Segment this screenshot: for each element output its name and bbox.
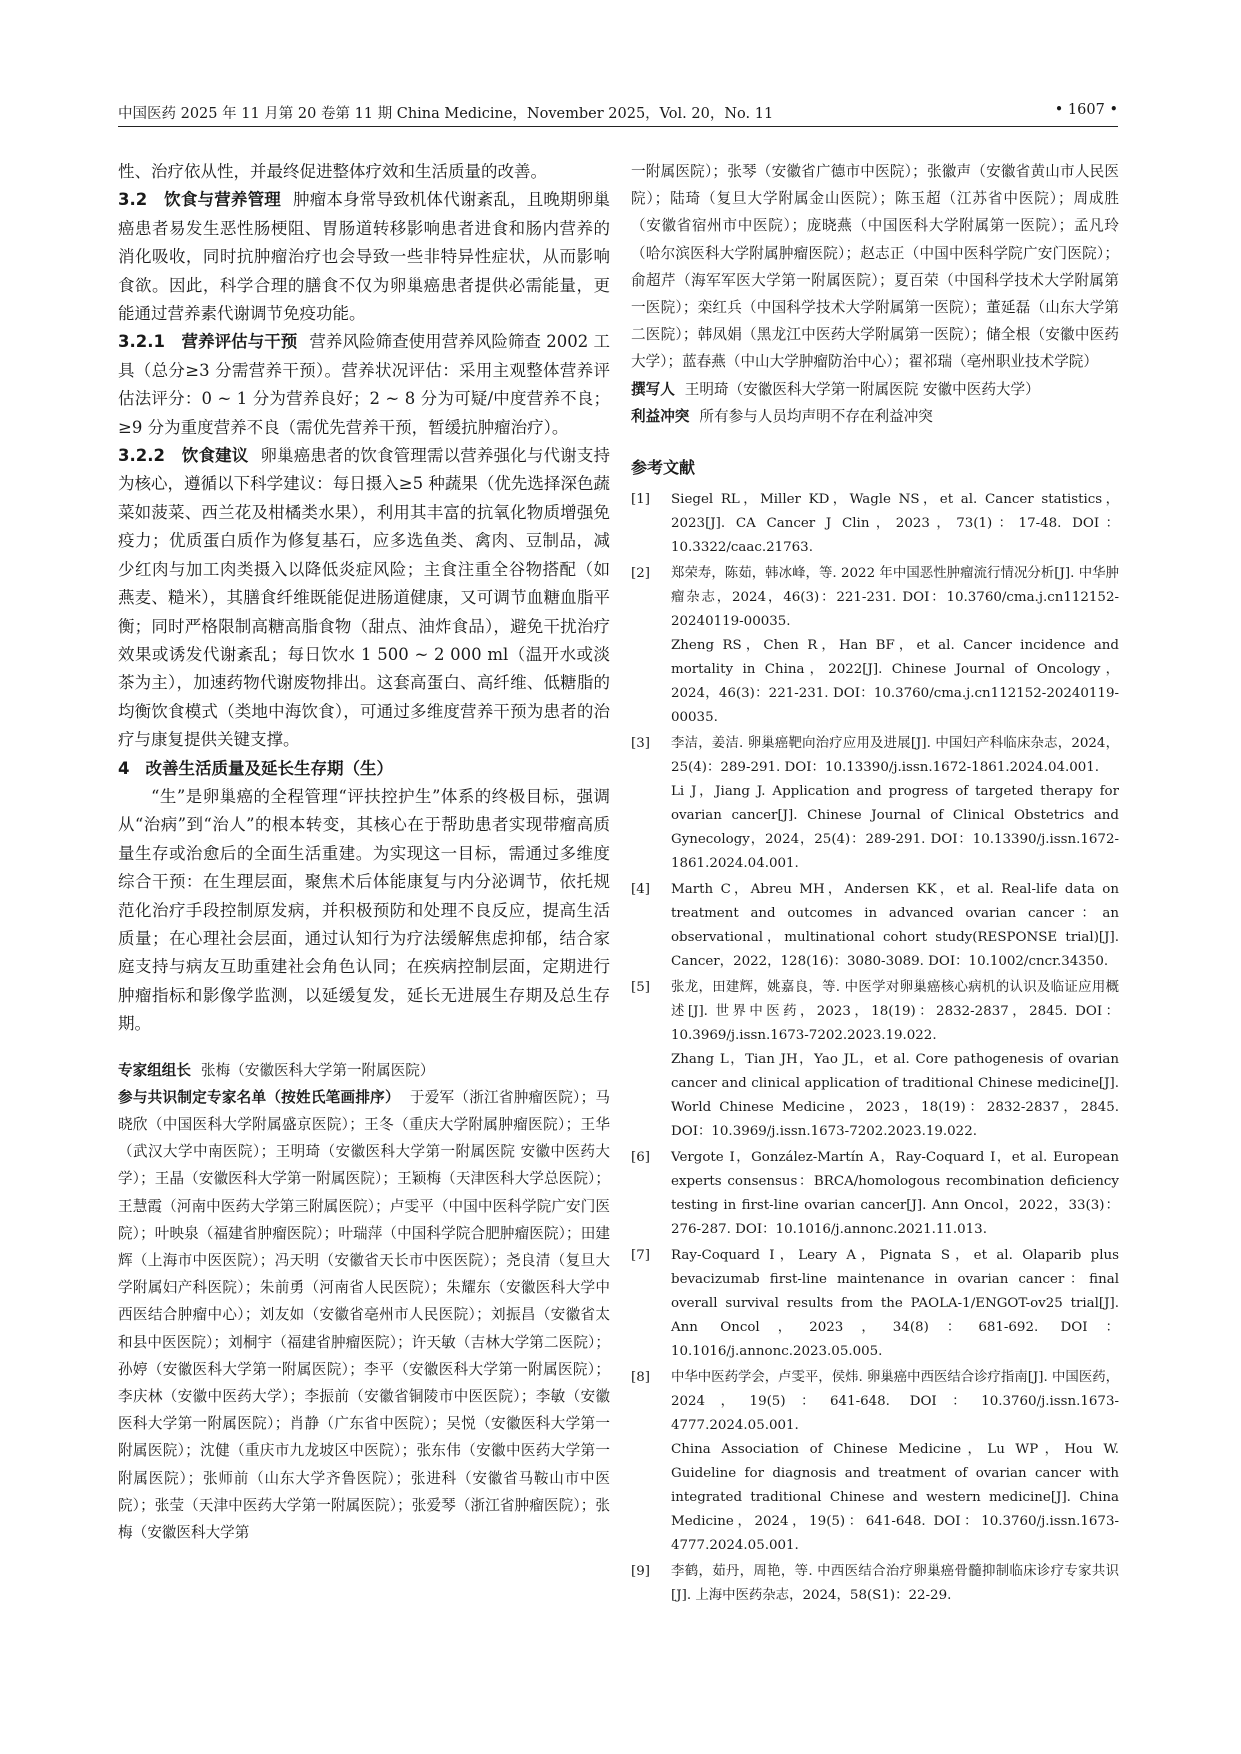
running-header	[118, 100, 1118, 127]
reference-line: Zhang L，Tian JH，Yao JL，et al. Core pathogenesis of ovarian cancer and clinical application of traditional Chinese medicine[J]. World Chinese Medicine，2023，18(19)：2832-2837，2845. DOI：10.3969/j.issn.1673-7202.2023.19.022.	[671, 1052, 1119, 1140]
reference-item	[631, 488, 1119, 560]
reference-number: [8]	[631, 1370, 650, 1386]
reference-number: [6]	[631, 1150, 650, 1166]
reference-number: [5]	[631, 980, 650, 996]
conflict-of-interest-label: 利益冲突	[631, 407, 690, 425]
expert-leader-name: 张梅（安徽医科大学第一附属医院）	[200, 1061, 435, 1079]
references-title: 参考文献	[631, 458, 696, 478]
reference-item	[631, 1560, 1119, 1608]
reference-list	[631, 488, 1119, 1608]
section-4-number: 4	[118, 758, 130, 778]
left-column	[118, 158, 610, 1546]
reference-text	[671, 1244, 1119, 1364]
reference-line: Vergote I，González-Martín A，Ray-Coquard I，et al. European experts consensus：BRCA/homologous recombination deficiency testing in first-line ovarian cancer[J]. Ann Oncol，2022，33(3)：276-287. DOI：10.1016/j.annonc.2021.11.013.	[671, 1150, 1119, 1238]
reference-line: Li J，Jiang J. Application and progress of targeted therapy for ovarian cancer[J]. Chinese Journal of Clinical Obstetrics and Gynecology，2024，25(4)：289-291. DOI：10.13390/j.issn.1672-1861.2024.04.001.	[671, 784, 1119, 872]
reference-line: Marth C，Abreu MH，Andersen KK，et al. Real-life data on treatment and outcomes in advanced ovarian cancer：an observational，multinational cohort study(RESPONSE trial)[J]. Cancer，2022，128(16)：3080-3089. DOI：10.1002/cncr.34350.	[671, 882, 1119, 970]
reference-line: 李洁，姜洁. 卵巢癌靶向治疗应用及进展[J]. 中国妇产科临床杂志，2024，25(4)：289-291. DOI：10.13390/j.issn.1672-1861.2024.04.001.	[671, 736, 1119, 776]
reference-line: 中华中医药学会，卢雯平，侯炜. 卵巢癌中西医结合诊疗指南[J]. 中国医药，2024，19(5)：641-648. DOI：10.3760/j.issn.1673-4777.2024.05.001.	[671, 1370, 1119, 1434]
reference-number: [1]	[631, 492, 650, 508]
section-3-2-2	[118, 442, 610, 754]
reference-text	[671, 976, 1119, 1144]
conflict-of-interest-text: 所有参与人员均声明不存在利益冲突	[699, 407, 933, 425]
section-3-2-text: 肿瘤本身常导致机体代谢紊乱，且晚期卵巢癌患者易发生恶性肠梗阻、胃肠道转移影响患者进食和肠内营养的消化吸收，同时抗肿瘤治疗也会导致一些非特异性症状，从而影响食欲。因此，科学合理的膳食不仅为卵巢癌患者提供必需能量，更能通过营养素代谢调节免疫功能。	[118, 190, 610, 324]
writer-label: 撰写人	[631, 380, 675, 398]
journal-citation: 中国医药 2025 年 11 月第 20 卷第 11 期 China Medicine，November 2025，Vol. 20，No. 11	[118, 106, 774, 122]
section-3-2-2-heading: 3.2.2 饮食建议	[118, 446, 249, 466]
conflict-of-interest	[631, 403, 1119, 430]
reference-text	[671, 732, 1119, 876]
reference-line: 李鹤，茹丹，周艳，等. 中西医结合治疗卵巢癌骨髓抑制临床诊疗专家共识[J]. 上海中医药杂志，2024，58(S1)：22-29.	[671, 1564, 1119, 1604]
reference-item	[631, 1366, 1119, 1558]
section-4-title: 改善生活质量及延长生存期（生）	[145, 758, 393, 778]
page-number: • 1607 •	[1054, 102, 1118, 118]
reference-item	[631, 976, 1119, 1144]
section-4-heading	[118, 755, 610, 783]
reference-text	[671, 488, 1119, 560]
right-column	[631, 158, 1119, 1610]
reference-text	[671, 878, 1119, 974]
reference-line: Zheng RS，Chen R，Han BF，et al. Cancer incidence and mortality in China，2022[J]. Chinese Journal of Oncology，2024，46(3)：221-231. DOI：10.3760/cma.j.cn112152-20240119-00035.	[671, 638, 1119, 726]
reference-number: [7]	[631, 1248, 650, 1264]
reference-item	[631, 1244, 1119, 1364]
reference-text	[671, 562, 1119, 730]
section-3-2	[118, 186, 610, 328]
reference-text	[671, 1146, 1119, 1242]
reference-text	[671, 1366, 1119, 1558]
section-3-2-2-text: 卵巢癌患者的饮食管理需以营养强化与代谢支持为核心，遵循以下科学建议：每日摄入≥5 种蔬果（优先选择深色蔬菜如菠菜、西兰花及柑橘类水果），利用其丰富的抗氧化物质增强免疫力；优质蛋白质作为修复基石，应多选鱼类、禽肉、豆制品，减少红肉与加工肉类摄入以降低炎症风险；主食注重全谷物搭配（如燕麦、糙米），其膳食纤维既能促进肠道健康，又可调节血糖血脂平衡；同时严格限制高糖高脂食物（甜点、油炸食品），避免干扰治疗效果或诱发代谢紊乱；每日饮水 1 500 ~ 2 000 ml（温开水或淡茶为主），加速药物代谢废物排出。这套高蛋白、高纤维、低糖脂的均衡饮食模式（类地中海饮食），可通过多维度营养干预为患者的治疗与康复提供关键支撑。	[118, 446, 610, 750]
reference-line: China Association of Chinese Medicine，Lu WP，Hou W. Guideline for diagnosis and treatment of ovarian cancer with integrated traditional Chinese and western medicine[J]. China Medicine，2024，19(5)：641-648. DOI：10.3760/j.issn.1673-4777.2024.05.001.	[671, 1442, 1119, 1554]
reference-item	[631, 562, 1119, 730]
writer-name: 王明琦（安徽医科大学第一附属医院 安徽中医药大学）	[684, 380, 1040, 398]
section-4-text: “生”是卵巢癌的全程管理“评扶控护生”体系的终极目标，强调从“治病”到“治人”的根本转变，其核心在于帮助患者实现带瘤高质量生存或治愈后的全面生活重建。为实现这一目标，需通过多维度综合干预：在生理层面，聚焦术后体能康复与内分泌调节，依托规范化治疗手段控制原发病，并积极预防和处理不良反应，提高生活质量；在心理社会层面，通过认知行为疗法缓解焦虑抑郁，结合家庭支持与病友互助重建社会角色认同；在疾病控制层面，定期进行肿瘤指标和影像学监测，以延缓复发，延长无进展生存期及总生存期。	[118, 786, 610, 1034]
section-3-2-1-text: 营养风险筛查使用营养风险筛查 2002 工具（总分≥3 分需营养干预）。营养状况评估：采用主观整体营养评估法评分：0 ~ 1 分为营养良好；2 ~ 8 分为可疑/中度营养不良；≥9 分为重度营养不良（需优先营养干预，暂缓抗肿瘤治疗）。	[118, 332, 610, 437]
reference-item	[631, 878, 1119, 974]
reference-line: Siegel RL，Miller KD，Wagle NS，et al. Cancer statistics，2023[J]. CA Cancer J Clin，2023，73(1)：17-48. DOI：10.3322/caac.21763.	[671, 492, 1119, 556]
reference-number: [3]	[631, 736, 650, 752]
reference-number: [9]	[631, 1564, 650, 1580]
paragraph-continuation: 性、治疗依从性，并最终促进整体疗效和生活质量的改善。	[118, 162, 547, 181]
expert-list-label: 参与共识制定专家名单（按姓氏笔画排序）	[118, 1088, 400, 1106]
section-3-2-1-heading: 3.2.1 营养评估与干预	[118, 332, 298, 352]
reference-item	[631, 732, 1119, 876]
expert-leader	[118, 1057, 610, 1084]
section-3-2-heading: 3.2 饮食与营养管理	[118, 190, 281, 210]
expert-list-text: 于爱军（浙江省肿瘤医院）；马晓欣（中国医科大学附属盛京医院）；王冬（重庆大学附属肿瘤医院）；王华（武汉大学中南医院）；王明琦（安徽医科大学第一附属医院 安徽中医药大学）；王晶（安徽医科大学第一附属医院）；王颖梅（天津医科大学总医院）；王慧霞（河南中医药大学第三附属医院）；卢雯平（中国中医科学院广安门医院）；叶映泉（福建省肿瘤医院）；叶瑞萍（中国科学院合肥肿瘤医院）；田建辉（上海市中医医院）；冯天明（安徽省天长市中医医院）；尧良清（复旦大学附属妇产科医院）；朱前勇（河南省人民医院）；朱耀东（安徽医科大学中西医结合肿瘤中心）；刘友如（安徽省亳州市人民医院）；刘振昌（安徽省太和县中医医院）；刘桐宇（福建省肿瘤医院）；许天敏（吉林大学第二医院）；孙婷（安徽医科大学第一附属医院）；李平（安徽医科大学第一附属医院）；李庆林（安徽中医药大学）；李振前（安徽省铜陵市中医医院）；李敏（安徽医科大学第一附属医院）；肖静（广东省中医院）；吴悦（安徽医科大学第一附属医院）；沈健（重庆市九龙坡区中医院）；张东伟（安徽中医药大学第一附属医院）；张师前（山东大学齐鲁医院）；张进科（安徽省马鞍山市中医院）；张莹（天津中医药大学第一附属医院）；张爱琴（浙江省肿瘤医院）；张梅（安徽医科大学第	[118, 1088, 610, 1542]
reference-text	[671, 1560, 1119, 1608]
reference-number: [2]	[631, 566, 650, 582]
expert-leader-label: 专家组组长	[118, 1061, 191, 1079]
reference-number: [4]	[631, 882, 650, 898]
writer	[631, 376, 1119, 403]
reference-line: 张龙，田建辉，姚嘉良，等. 中医学对卵巢癌核心病机的认识及临证应用概述[J]. 世界中医药，2023，18(19)：2832-2837，2845. DOI：10.3969/j.issn.1673-7202.2023.19.022.	[671, 980, 1119, 1044]
reference-item	[631, 1146, 1119, 1242]
reference-line: 郑荣寿，陈茹，韩冰峰，等. 2022 年中国恶性肿瘤流行情况分析[J]. 中华肿瘤杂志，2024，46(3)：221-231. DOI：10.3760/cma.j.cn112152-20240119-00035.	[671, 566, 1119, 630]
expert-list-continued: 一附属医院）；张琴（安徽省广德市中医院）；张徽声（安徽省黄山市人民医院）；陆琦（复旦大学附属金山医院）；陈玉超（江苏省中医院）；周成胜（安徽省宿州市中医院）；庞晓燕（中国医科大学附属第一医院）；孟凡玲（哈尔滨医科大学附属肿瘤医院）；赵志正（中国中医科学院广安门医院）；俞超芹（海军军医大学第一附属医院）；夏百荣（中国科学技术大学附属第一医院）；栾红兵（中国科学技术大学附属第一医院）；董延磊（山东大学第二医院）；韩凤娟（黑龙江中医药大学附属第一医院）；储全根（安徽中医药大学）；蓝春燕（中山大学肿瘤防治中心）；翟祁瑞（亳州职业技术学院）	[631, 163, 1119, 371]
reference-line: Ray-Coquard I，Leary A，Pignata S，et al. Olaparib plus bevacizumab first-line maintenance in ovarian cancer：final overall survival results from the PAOLA-1/ENGOT-ov25 trial[J]. Ann Oncol，2023，34(8)：681-692. DOI：10.1016/j.annonc.2023.05.005.	[671, 1248, 1119, 1360]
expert-list	[118, 1084, 610, 1546]
section-3-2-1	[118, 328, 610, 442]
